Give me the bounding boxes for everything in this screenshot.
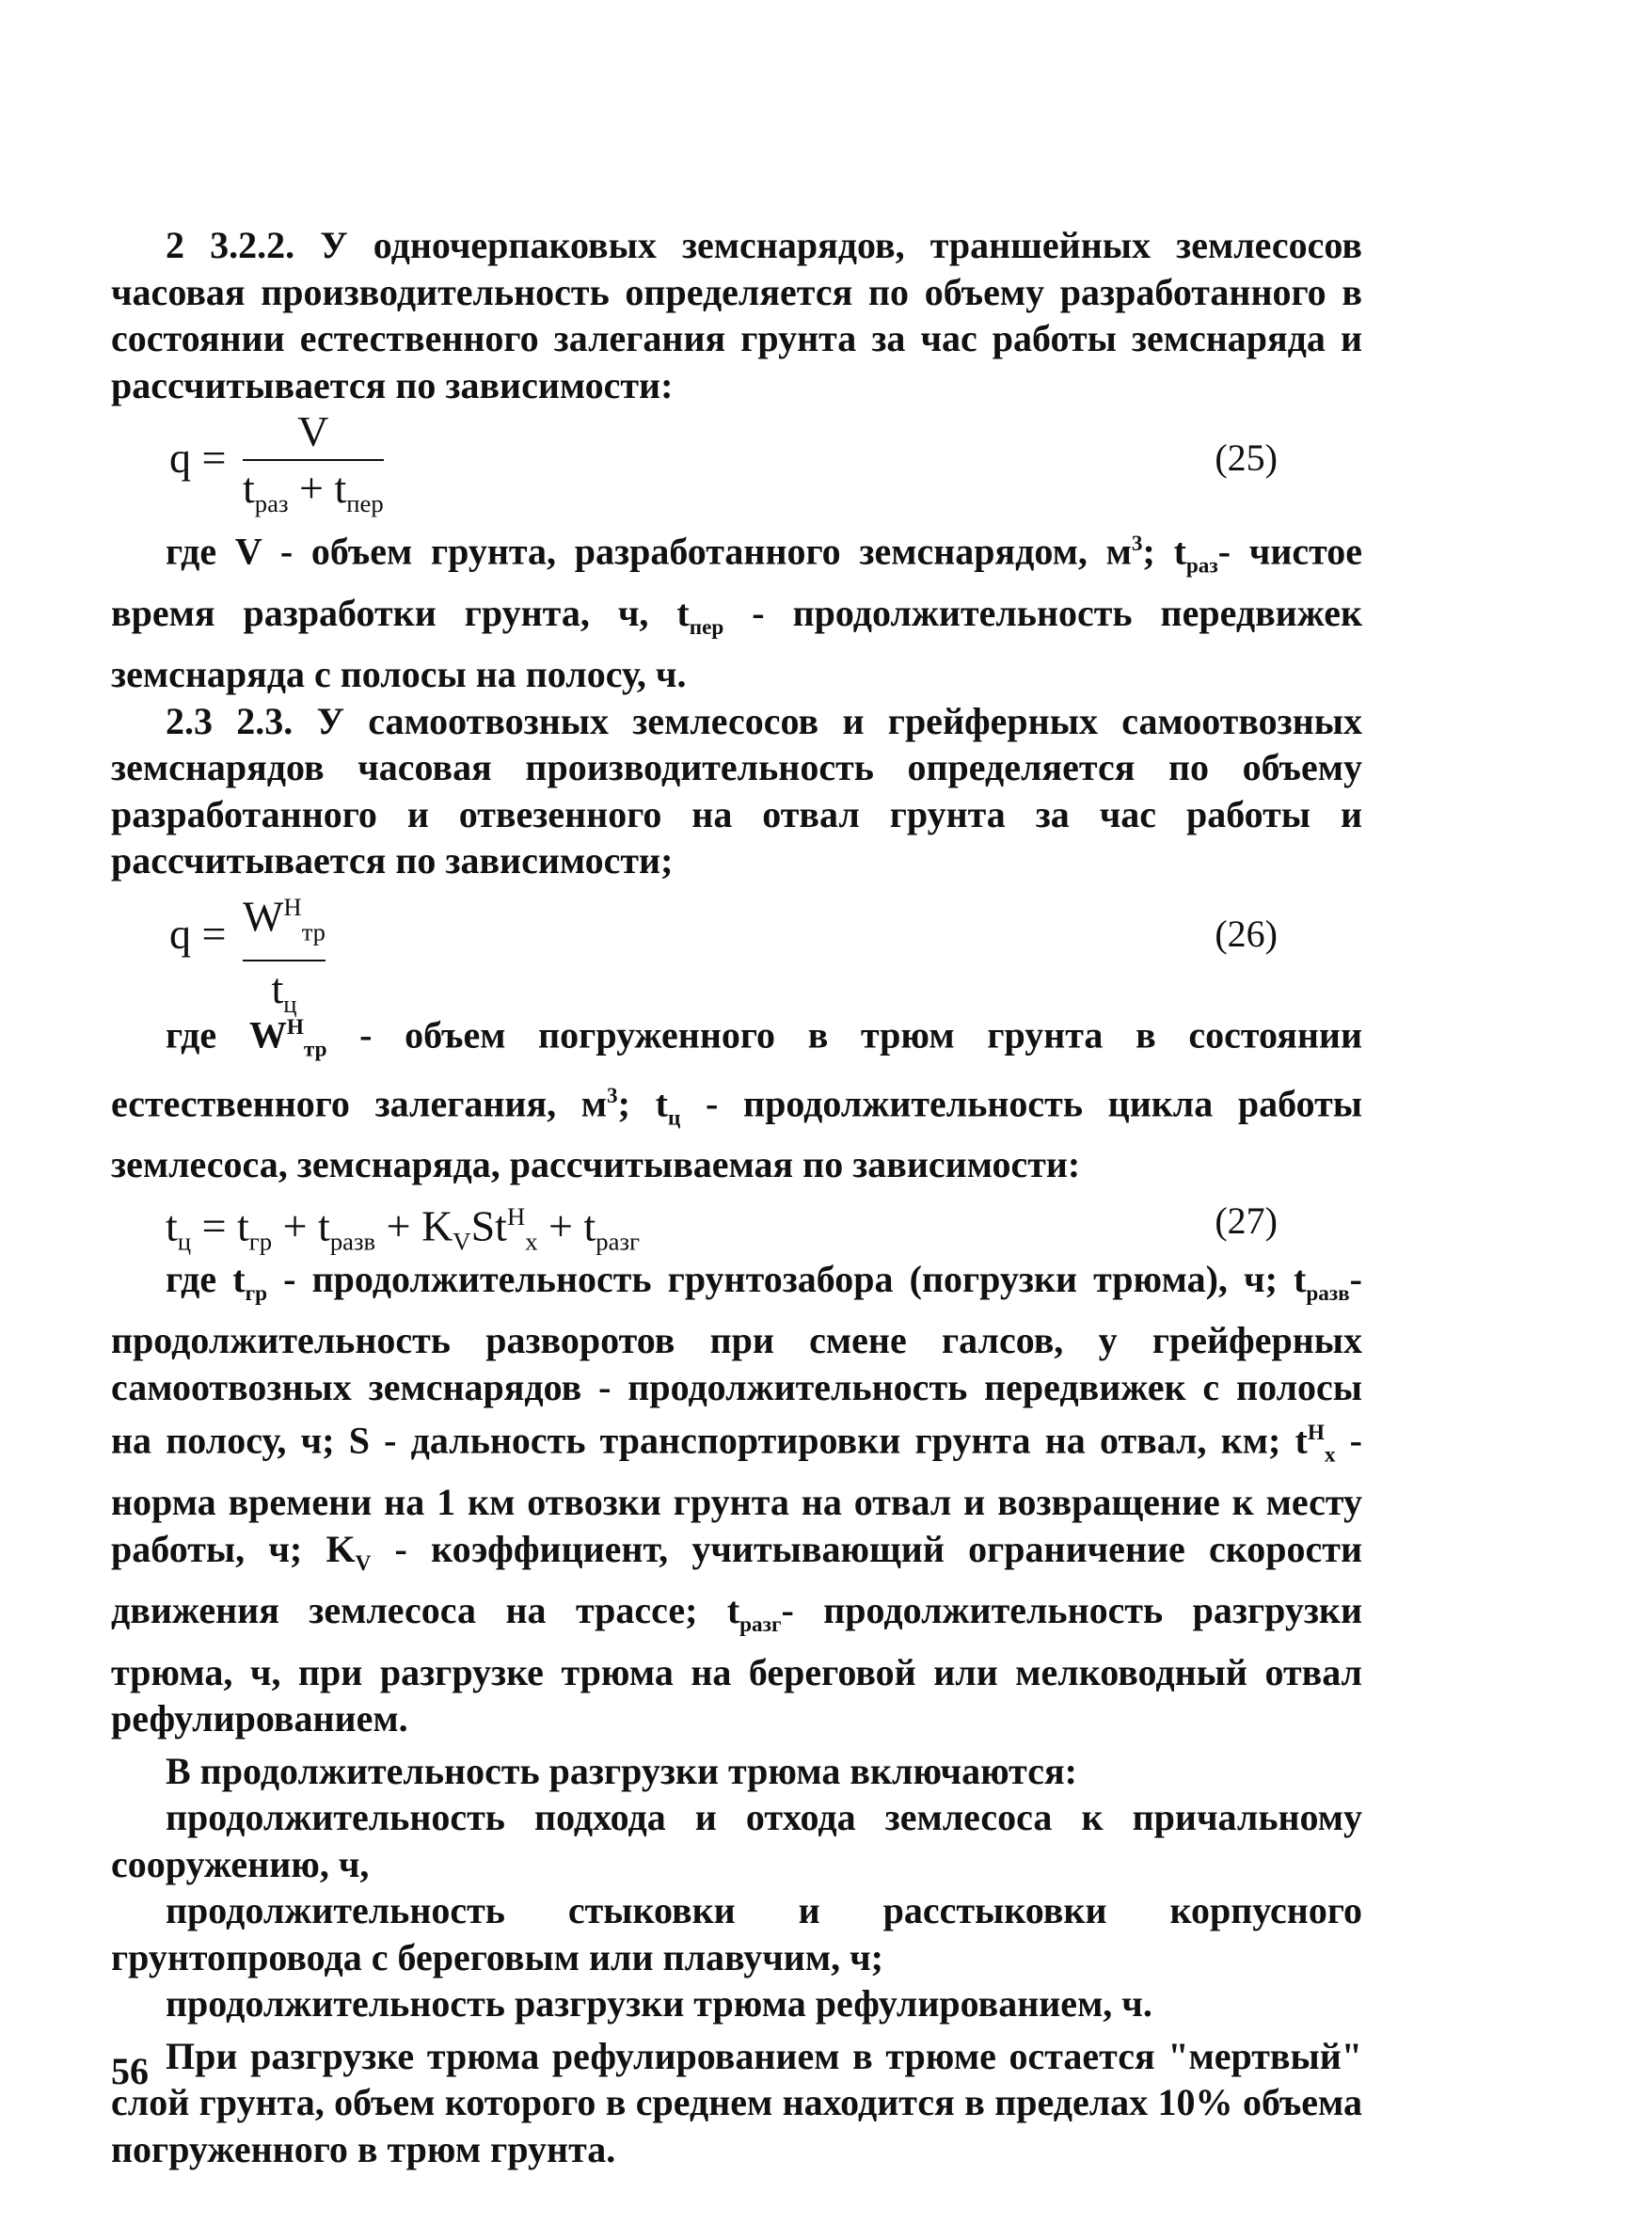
equation-number-25: (25): [1215, 437, 1278, 479]
formula-25-lhs: q =: [169, 434, 227, 482]
formula-26-denominator: $t_ц$: [243, 960, 326, 1028]
list-item-approach: продолжительность подхода и отхода землесоса к причальному сооружению, ч,: [111, 1796, 1362, 1885]
page-number: 56: [111, 2050, 149, 2092]
formula-25-denominator: $t_{раз} + t_{пер}$: [243, 459, 384, 528]
formula-25: [111, 408, 1362, 521]
formula-26-numerator: $W^Н_{тр}$: [243, 892, 326, 946]
list-item-refulation: продолжительность разгрузки трюма рефулированием, ч.: [166, 1982, 1152, 2026]
formula-27: [111, 1188, 1362, 1256]
equation-number-27: (27): [1215, 1199, 1278, 1242]
formula-26-lhs: q =: [169, 909, 227, 958]
formula-27-expression: $t_ц = t_{гр} + t_{разв} + K_VSt^Н_х + t_{разг}$: [166, 1201, 640, 1256]
formula-26: [111, 884, 1362, 1019]
formula-26-fraction: [243, 884, 326, 1028]
paragraph-2-3-2-3: 2.3 2.3. У самоотвозных землесосов и грейферных самоотвозных земснарядов часовая производительность определяется по объему разработанного и отвезенного на отвал грунта за час работы и рассчитывается по зависимости;: [111, 699, 1362, 882]
paragraph-3-2-2: 2 3.2.2. У одночерпаковых земснарядов, траншейных землесосов часовая производительность определяется по объему разработанного в состоянии естественного залегания грунта за час работы земснаряда и рассчитывается по зависимости:: [111, 224, 1362, 406]
paragraph-dead-layer: При разгрузке трюма рефулированием в трюме остается "мертвый" слой грунта, объем которого в среднем находится в пределах 10% объема погруженного в трюм грунта.: [111, 2034, 1362, 2170]
paragraph-where-26: где $W^Н_{тр}$ - объем погруженного в трюм грунта в состоянии естественного залегания, $м^3$; $t_ц$ - продолжительность цикла работы землесоса, земснаряда, рассчитываемая по зависимости:: [111, 1013, 1362, 1186]
paragraph-unloading-includes: В продолжительность разгрузки трюма включаются:: [166, 1749, 1077, 1792]
formula-25-fraction: [243, 408, 384, 527]
list-item-docking: продолжительность стыковки и расстыковки корпусного грунтопровода с береговым или плавучим, ч;: [111, 1889, 1362, 1978]
page-body: [111, 222, 1362, 2172]
formula-25-numerator: V: [297, 407, 329, 455]
equation-number-26: (26): [1215, 912, 1278, 955]
paragraph-where-25: где V - объем грунта, разработанного земснарядом, $м^3$; $t_{раз}-$ чистое время разработки грунта, ч, $t_{пер}$ - продолжительность передвижек земснаряда с полосы на полосу, ч.: [111, 530, 1363, 696]
paragraph-where-27: где $t_{гр}$ - продолжительность грунтозабора (погрузки трюма), ч; $t_{разв}-$ продолжительность разворотов при смене галсов, у грейферных самоотвозных земснарядов - продолжительность передвижек с полосы на полосу, ч; S - дальность транспортировки грунта на отвал, км; $t^Н_х$ - норма времени на 1 км отвозки грунта на отвал и возвращение к месту работы, ч; $K_V$ - коэффициент, учитывающий ограничение скорости движения землесоса на трассе; $t_{разг}-$ продолжительность разгрузки трюма, ч, при разгрузке трюма на береговой или мелководный отвал рефулированием.: [111, 1257, 1363, 1740]
